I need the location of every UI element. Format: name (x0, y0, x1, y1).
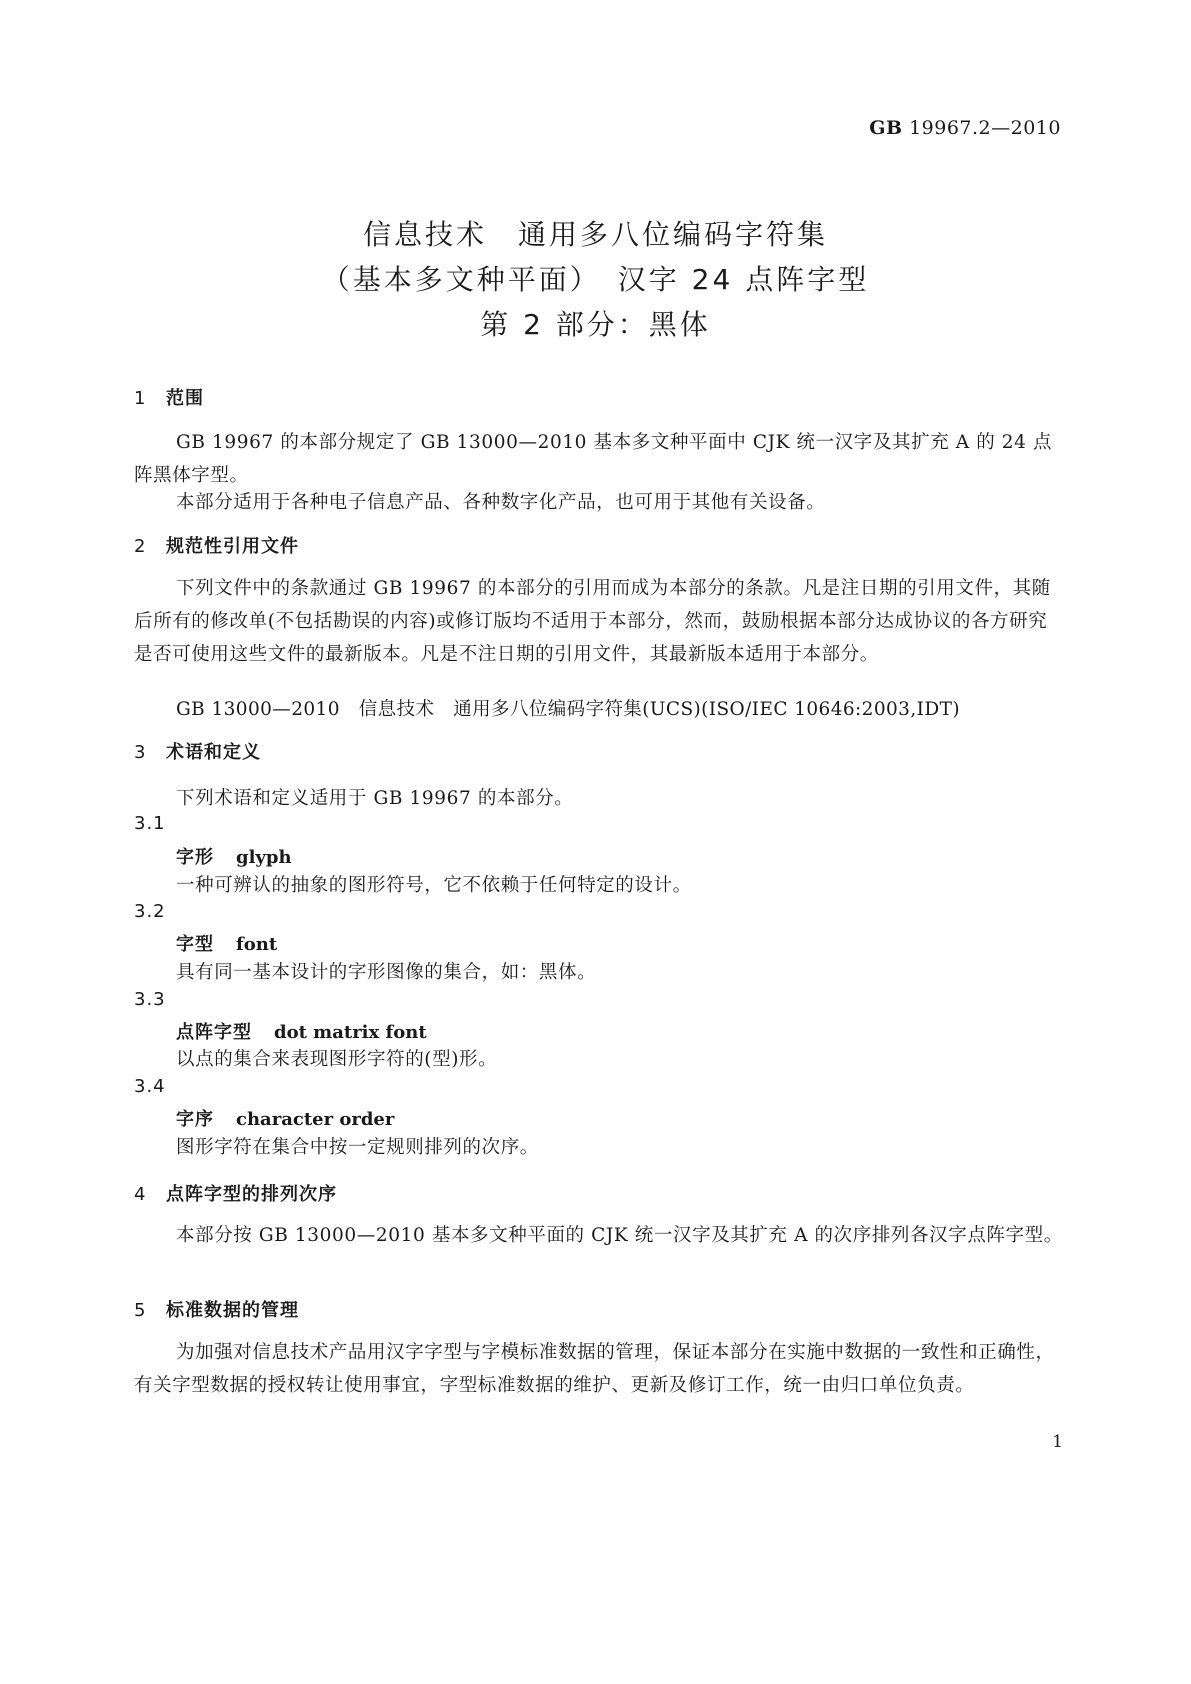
standard-code (869, 117, 1061, 139)
title-line-1: 信息技术 通用多八位编码字符集 (362, 218, 828, 251)
normative-reference: GB 13000—2010 信息技术 通用多八位编码字符集(UCS)(ISO/IEC 10646:2003,IDT) (176, 699, 960, 720)
section-2-heading (134, 532, 299, 558)
section-5-paragraph-1: 为加强对信息技术产品用汉字字型与字模标准数据的管理，保证本部分在实施中数据的一致性和正确性，有关字型数据的授权转让使用事宜，字型标准数据的维护、更新及修订工作，统一由归口单位负责。 (134, 1342, 1055, 1396)
section-title: 规范性引用文件 (166, 536, 299, 557)
section-4-heading (134, 1180, 337, 1206)
term-entry (176, 1018, 427, 1044)
clause-number: 3.2 (134, 901, 166, 922)
section-1-paragraph-2: 本部分适用于各种电子信息产品、各种数字化产品，也可用于其他有关设备。 (176, 492, 826, 513)
section-number: 4 (134, 1184, 147, 1205)
term-definition: 以点的集合来表现图形字符的(型)形。 (176, 1049, 498, 1070)
term-en: character order (236, 1109, 395, 1130)
section-5-heading (134, 1296, 299, 1322)
clause-number: 3.3 (134, 989, 166, 1010)
term-entry (176, 1105, 394, 1131)
title-line-3: 第 2 部分：黑体 (480, 308, 711, 341)
clause-number: 3.4 (134, 1076, 166, 1097)
section-number: 3 (134, 742, 147, 763)
term-entry (176, 843, 292, 869)
term-definition: 具有同一基本设计的字形图像的集合，如：黑体。 (176, 962, 597, 983)
term-entry (176, 930, 277, 956)
term-en: glyph (236, 847, 292, 868)
section-number: 5 (134, 1300, 147, 1321)
section-1-paragraph-1: GB 19967 的本部分规定了 GB 13000—2010 基本多文种平面中 CJK 统一汉字及其扩充 A 的 24 点阵黑体字型。 (134, 432, 1053, 486)
page-number: 1 (1052, 1432, 1063, 1452)
section-number: 2 (134, 536, 147, 557)
term-en: font (236, 934, 278, 955)
section-3-heading (134, 738, 261, 764)
section-title: 点阵字型的排列次序 (166, 1184, 337, 1205)
section-title: 范围 (166, 388, 204, 409)
section-title: 术语和定义 (166, 742, 261, 763)
term-zh: 字形 (176, 847, 214, 868)
term-definition: 一种可辨认的抽象的图形符号，它不依赖于任何特定的设计。 (176, 875, 692, 896)
section-number: 1 (134, 388, 147, 409)
term-zh: 字序 (176, 1109, 214, 1130)
title-line-2: （基本多文种平面） 汉字 24 点阵字型 (321, 263, 870, 296)
standard-number: 19967.2—2010 (909, 117, 1061, 139)
section-1-heading (134, 384, 204, 410)
section-4-paragraph-1: 本部分按 GB 13000—2010 基本多文种平面的 CJK 统一汉字及其扩充 A 的次序排列各汉字点阵字型。 (176, 1225, 1063, 1246)
term-en: dot matrix font (274, 1022, 427, 1043)
standard-prefix: GB (869, 117, 903, 139)
term-zh: 字型 (176, 934, 214, 955)
clause-number: 3.1 (134, 813, 166, 834)
term-definition: 图形字符在集合中按一定规则排列的次序。 (176, 1137, 539, 1158)
section-3-intro: 下列术语和定义适用于 GB 19967 的本部分。 (176, 788, 574, 809)
term-zh: 点阵字型 (176, 1022, 252, 1043)
section-2-paragraph-1: 下列文件中的条款通过 GB 19967 的本部分的引用而成为本部分的条款。凡是注日期的引用文件，其随后所有的修改单(不包括勘误的内容)或修订版均不适用于本部分，然而，鼓励根据本部分达成协议的各方研究是否可使用这些文件的最新版本。凡是不注日期的引用文件，其最新版本适用于本部分。 (134, 578, 1051, 665)
section-title: 标准数据的管理 (166, 1300, 299, 1321)
document-title (0, 212, 1191, 347)
